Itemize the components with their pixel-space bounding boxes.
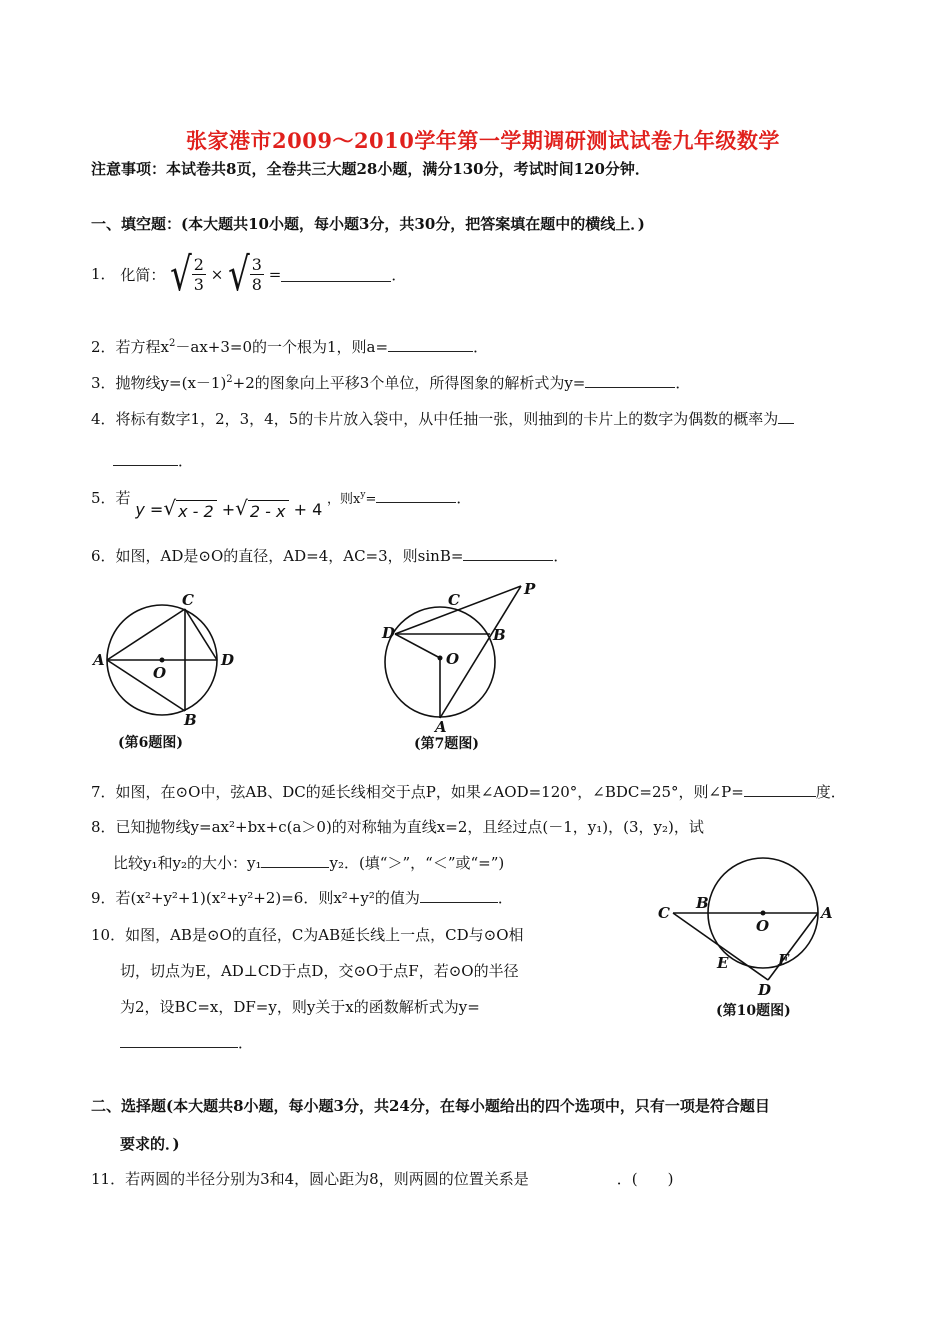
question-7: 7．如图，在⊙O中，弦AB、DC的延长线相交于点P，如果∠AOD=120°，∠BDC=25°，则∠P= 度． [91, 783, 846, 801]
fraction-2: $\frac{3}{8}$ [251, 255, 262, 294]
caption-6: (第6题图) [118, 735, 183, 751]
center-dot [438, 656, 443, 661]
answer-blank [281, 267, 391, 282]
label-b: B [184, 711, 197, 729]
answer-blank [261, 853, 329, 868]
center-dot [160, 658, 165, 663]
label-b: B [493, 626, 506, 644]
label-d: D [221, 651, 235, 669]
question-3: 3．抛物线$y=(x-1)^2+2$的图象向上平移3个单位，所得图象的解析式为y= ． [91, 374, 691, 392]
question-6: 6．如图，AD是⊙O的直径，AD=4，AC=3，则sinB= ． [91, 547, 569, 565]
radius-od [395, 634, 440, 658]
question-1: 1． 化简： √ $\frac{2}{3}$ × √ $\frac{3}{8}$ = ． [91, 247, 407, 302]
fraction-1: $\frac{2}{3}$ [193, 255, 204, 294]
figure-6 [90, 588, 250, 753]
radical-sign: √ [228, 247, 250, 302]
label-o: O [756, 917, 770, 935]
caption-7: (第7题图) [414, 736, 479, 752]
label-b: B [696, 894, 709, 912]
question-8-cont: 比较y₁和y₂的大小：y₁ y₂．(填“＞”，“＜”或“=”) [113, 854, 505, 872]
chord-cd [185, 609, 217, 660]
question-4-cont: ． [113, 450, 193, 471]
question-2: 2．若方程$x^2-ax+3=0$的一个根为1，则a= ． [91, 338, 489, 356]
question-5: 5．若 y =√ x - 2 +√ 2 - x + 4 ，则$x^y=$ ． [91, 489, 472, 521]
label-c: C [182, 591, 194, 609]
question-8: 8．已知抛物线y=ax²+bx+c(a＞0)的对称轴为直线x=2，且经过点(－1，y₁)，(3，y₂)，试 [91, 818, 704, 836]
chord-ab [107, 660, 185, 711]
answer-blank [120, 1033, 238, 1048]
label-p: P [524, 580, 536, 598]
figure-10 [650, 855, 840, 1025]
label-a: A [93, 651, 105, 669]
label-o: O [446, 650, 460, 668]
answer-blank [463, 546, 553, 561]
choice-paren: ．( ) [616, 1170, 674, 1188]
label-e: E [717, 954, 729, 972]
answer-blank [376, 488, 456, 503]
question-number: 1． [91, 264, 116, 283]
notice: 注意事项：本试卷共8页，全卷共三大题28小题，满分130分，考试时间120分钟． [91, 160, 650, 178]
label-d: D [758, 981, 772, 999]
section1-heading: 一、填空题：(本大题共10小题，每小题3分，共30分，把答案填在题中的横线上．) [91, 215, 645, 233]
question-4: 4．将标有数字1，2，3，4，5的卡片放入袋中，从中任抽一张，则抽到的卡片上的数字为偶数的概率为 [91, 408, 794, 429]
label-d: D [382, 624, 396, 642]
question-9: 9．若(x²+y²+1)(x²+y²+2)=6．则x²+y²的值为 ． [91, 889, 513, 907]
times-sign: × [210, 265, 224, 284]
answer-blank [420, 888, 498, 903]
question-10-line4: ． [120, 1032, 253, 1053]
question-10-line3: 为2，设BC=x，DF=y，则y关于x的函数解析式为y= [120, 998, 480, 1016]
question-10: 10．如图，AB是⊙O的直径，C为AB延长线上一点，CD与⊙O相 [91, 926, 524, 944]
equals: = [268, 265, 282, 284]
label-c: C [658, 904, 670, 922]
chord-ac [107, 609, 185, 660]
section2-heading-cont: 要求的．) [120, 1135, 180, 1153]
label-a: A [435, 718, 447, 736]
label-o: O [153, 664, 167, 682]
figure-7 [378, 580, 538, 755]
page-title: 张家港市2009～2010学年第一学期调研测试试卷九年级数学 [186, 128, 780, 153]
section2-heading: 二、选择题(本大题共8小题，每小题3分，共24分，在每小题给出的四个选项中，只有一项是符合题目 [91, 1097, 770, 1115]
q1-label: 化简： [120, 266, 166, 284]
answer-blank [585, 373, 675, 388]
caption-10: (第10题图) [716, 1003, 791, 1019]
label-f: F [778, 951, 789, 969]
answer-blank [113, 451, 178, 466]
center-dot [761, 911, 766, 916]
radical-sign: √ [170, 247, 192, 302]
question-10-line2: 切，切点为E，AD⊥CD于点D，交⊙O于点F，若⊙O的半径 [120, 962, 519, 980]
question-11: 11．若两圆的半径分别为3和4，圆心距为8，则两圆的位置关系是 ．( ) [91, 1170, 674, 1188]
line-ad [768, 913, 818, 980]
label-a: A [821, 904, 833, 922]
label-c: C [448, 591, 460, 609]
answer-blank [388, 337, 473, 352]
answer-blank [744, 782, 816, 797]
answer-blank [778, 409, 794, 424]
